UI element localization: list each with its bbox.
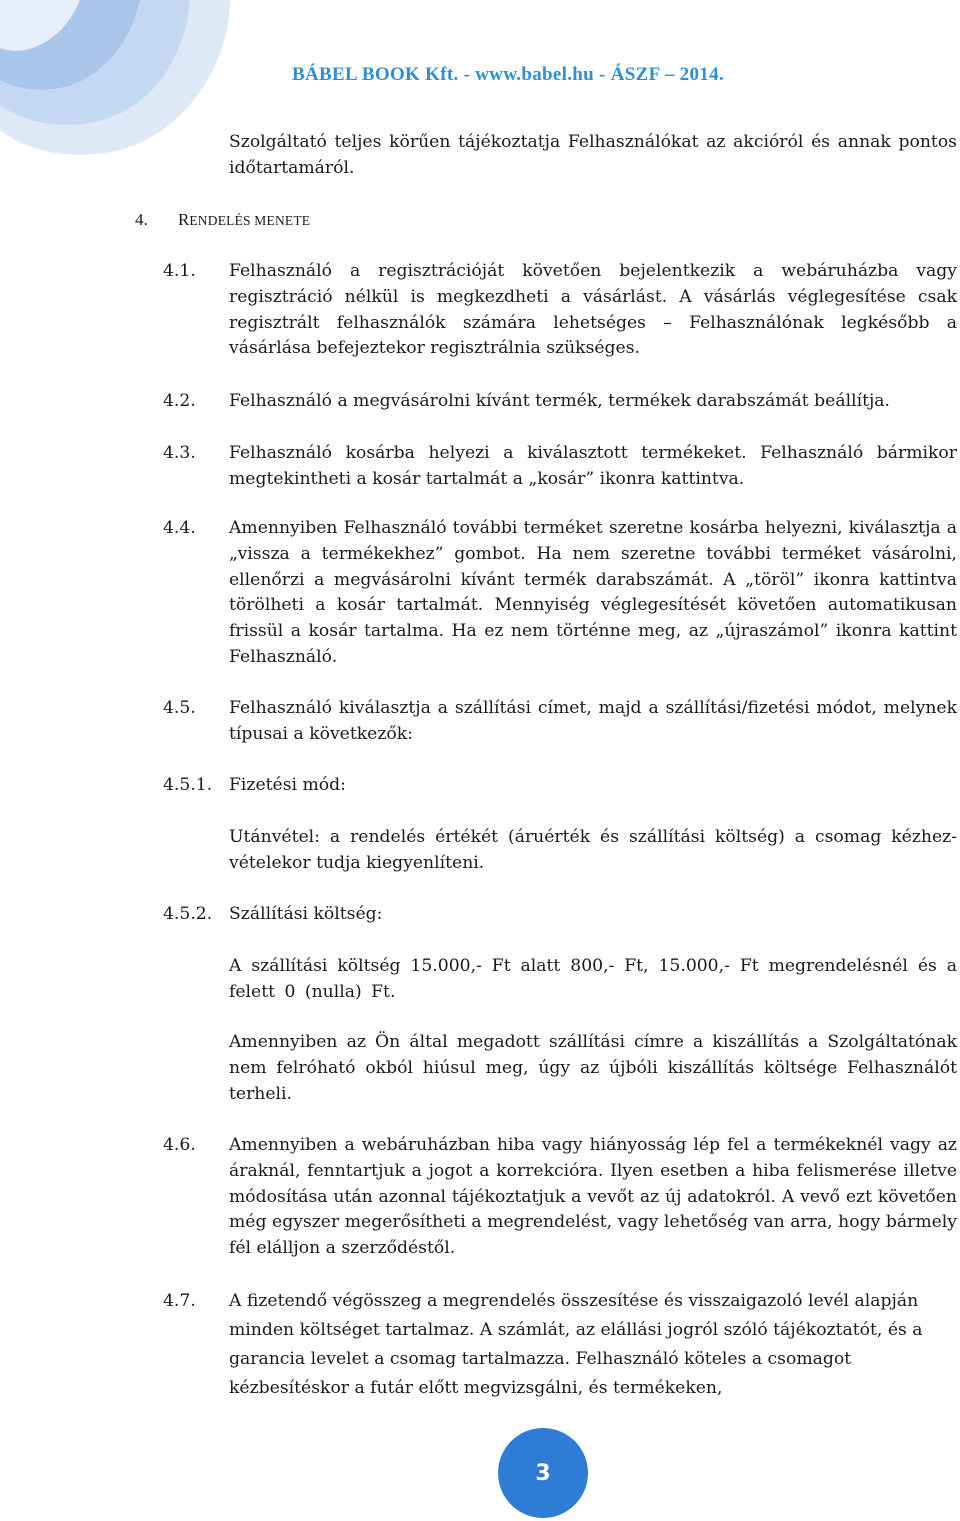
item-text: Szállítási költség: <box>229 904 383 924</box>
item-text: Fizetési mód: <box>229 775 346 795</box>
delivery-failure-text: Amennyiben az Ön által megadott szállítási címre a kiszállítás a Szolgáltatónak nem felróható okból hiúsul meg, úgy az újbóli kiszállítás költsége Felhasználót terheli. <box>229 1032 957 1104</box>
section-title-rest: ENDELÉS MENETE <box>189 213 311 228</box>
section-title-initial: R <box>178 210 190 229</box>
item-text: Amennyiben a webáruházban hiba vagy hiányosság lép fel a termékeknél vagy az áraknál, fenntartjuk a jogot a korrekcióra. Ilyen esetben a hiba felismerése illetve módosítása után azonnal tájékoztatjuk a vevőt az új adatokról. A vevő ezt követően még egyszer megerősítheti a megrendelést, vagy lehetőség van arra, hogy bármely fél elálljon a szerződéstől. <box>229 1135 957 1259</box>
item-text: Felhasználó a megvásárolni kívánt termék, termékek darabszámát beállítja. <box>229 391 891 411</box>
item-number: 4.7. <box>163 1291 196 1311</box>
item-number: 4.5. <box>163 698 196 718</box>
item-text: Amennyiben Felhasználó további terméket szeretne kosárba helyezni, kiválasztja a „vissza a termékekhez” gombot. Ha nem szeretne további terméket vásárolni, ellenőrzi a megvásárolni kívánt termék darabszámát. A „töröl” ikonra kattintva törölheti a kosár tartalmát. Mennyiség véglegesítését követően automatikusan frissül a kosár tartalma. Ha ez nem történne meg, az „újraszámol” ikonra kattint Felhasználó. <box>229 518 957 667</box>
item-text: Felhasználó a regisztrációját követően bejelentkezik a webáruházba vagy regisztráció nélkül is megkezdheti a vásárlást. A vásárlás véglegesítése csak regisztrált felhasználók számára lehetséges – Felhasználónak legkésőbb a vásárlása befejeztekor regisztrálnia szükséges. <box>229 261 957 359</box>
item-number: 4.3. <box>163 443 196 463</box>
corner-decoration <box>0 0 230 160</box>
item-number: 4.4. <box>163 518 196 538</box>
payment-method-text: Utánvétel: a rendelés értékét (áruérték és szállítási költség) a csomag kézhez-vételekor tudja kiegyenlíteni. <box>229 827 957 873</box>
item-text: Felhasználó kiválasztja a szállítási címet, majd a szállítási/fizetési módot, melynek típusai a következők: <box>229 698 957 744</box>
item-number: 4.6. <box>163 1135 196 1155</box>
page-number-badge: 3 <box>498 1428 588 1518</box>
item-number: 4.2. <box>163 391 196 411</box>
intro-paragraph: Szolgáltató teljes körűen tájékoztatja Felhasználókat az akcióról és annak pontos időtartamáról. <box>229 132 957 178</box>
item-text: Felhasználó kosárba helyezi a kiválasztott termékeket. Felhasználó bármikor megtekintheti a kosár tartalmát a „kosár” ikonra kattintva. <box>229 443 957 489</box>
shipping-cost-text: A szállítási költség 15.000,- Ft alatt 800,- Ft, 15.000,- Ft megrendelésnél és a felett 0 (nulla) Ft. <box>229 956 957 1002</box>
item-number: 4.5.1. <box>163 775 213 795</box>
section-number: 4. <box>135 210 148 229</box>
item-number: 4.1. <box>163 261 196 281</box>
item-number: 4.5.2. <box>163 904 213 924</box>
document-header: BÁBEL BOOK Kft. - www.babel.hu - ÁSZF – 2014. <box>292 64 724 85</box>
item-text: A fizetendő végösszeg a megrendelés összesítése és visszaigazoló levél alapján minden költséget tartalmaz. A számlát, az elállási jogról szóló tájékoztatót, és a garancia levelet a csomag tartalmazza. Felhasználó köteles a csomagot kézbesítéskor a futár előtt megvizsgálni, és termékeken, <box>229 1291 923 1398</box>
section-title <box>135 210 310 230</box>
